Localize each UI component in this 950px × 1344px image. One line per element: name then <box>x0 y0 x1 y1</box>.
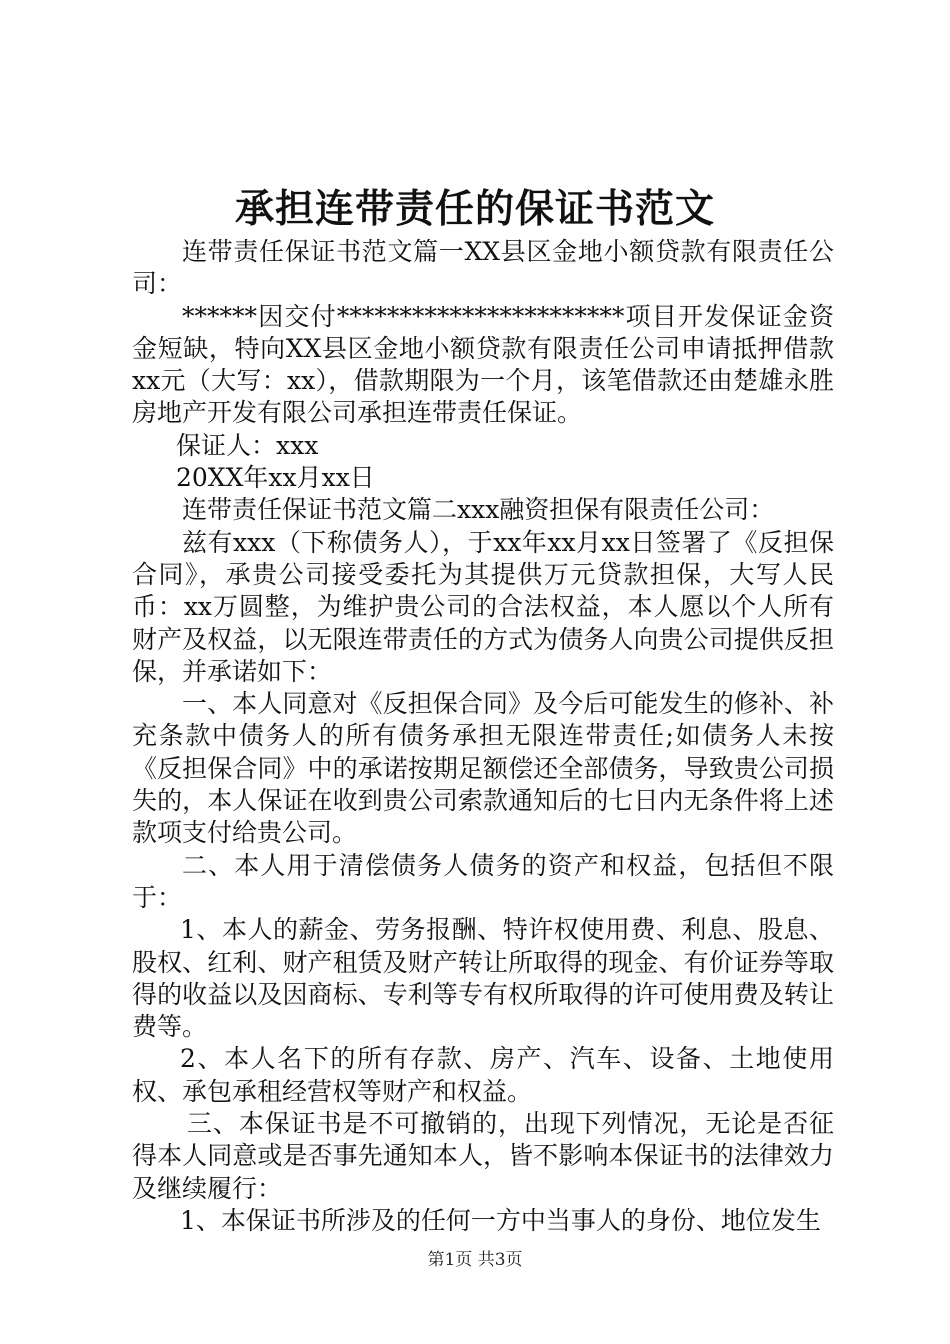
paragraph-guarantor: 保证人：xxx <box>176 430 319 460</box>
paragraph-item-two: 2、本人名下的所有存款、房产、汽车、设备、土地使用权、承包承租经营权等财产和权益。 <box>132 1044 834 1106</box>
paragraph-intro-two: 连带责任保证书范文篇二xxx融资担保有限责任公司： <box>182 495 775 525</box>
paragraph-clause-two: 二、本人用于清偿债务人债务的资产和权益，包括但不限于： <box>132 850 834 912</box>
paragraph-counter-guarantee: 兹有xxx（下称债务人），于xx年xx月xx日签署了《反担保合同》，承贵公司接受委托为其提供万元贷款担保，大写人民币：xx万圆整，为维护贵公司的合法权益，本人愿以个人所有财产及权益，以无限连带责任的方式为债务人向贵公司提供反担保，并承诺如下： <box>132 527 834 686</box>
paragraph-item-one: 1、本人的薪金、劳务报酬、特许权使用费、利息、股息、股权、红利、财产租赁及财产转让所取得的现金、有价证券等取得的收益以及因商标、专利等专有权所取得的许可使用费及转让费等。 <box>132 915 834 1042</box>
paragraph-intro-one: 连带责任保证书范文篇一XX县区金地小额贷款有限责任公司： <box>132 237 834 299</box>
paragraph-clause-three: 三、本保证书是不可撤销的，出现下列情况，无论是否征得本人同意或是否事先通知本人，皆不影响本保证书的法律效力及继续履行： <box>132 1109 834 1203</box>
paragraph-loan-request: ******因交付***********************项目开发保证金资金短缺，特向XX县区金地小额贷款有限责任公司申请抵押借款xx元（大写：xx），借款期限为一个月，该笔借款还由楚雄永胜房地产开发有限公司承担连带责任保证。 <box>132 301 834 428</box>
page-footer: 第1页 共3页 <box>427 1250 523 1270</box>
paragraph-clause-one: 一、本人同意对《反担保合同》及今后可能发生的修补、补充条款中债务人的所有债务承担无限连带责任;如债务人未按《反担保合同》中的承诺按期足额偿还全部债务，导致贵公司损失的，本人保证在收到贵公司索款通知后的七日内无条件将上述款项支付给贵公司。 <box>132 689 834 848</box>
paragraph-date: 20XX年xx月xx日 <box>176 463 375 493</box>
document-title: 承担连带责任的保证书范文 <box>234 186 715 232</box>
document-body <box>132 236 834 1237</box>
paragraph-item-three: 1、本保证书所涉及的任何一方中当事人的身份、地位发生 <box>180 1205 821 1235</box>
